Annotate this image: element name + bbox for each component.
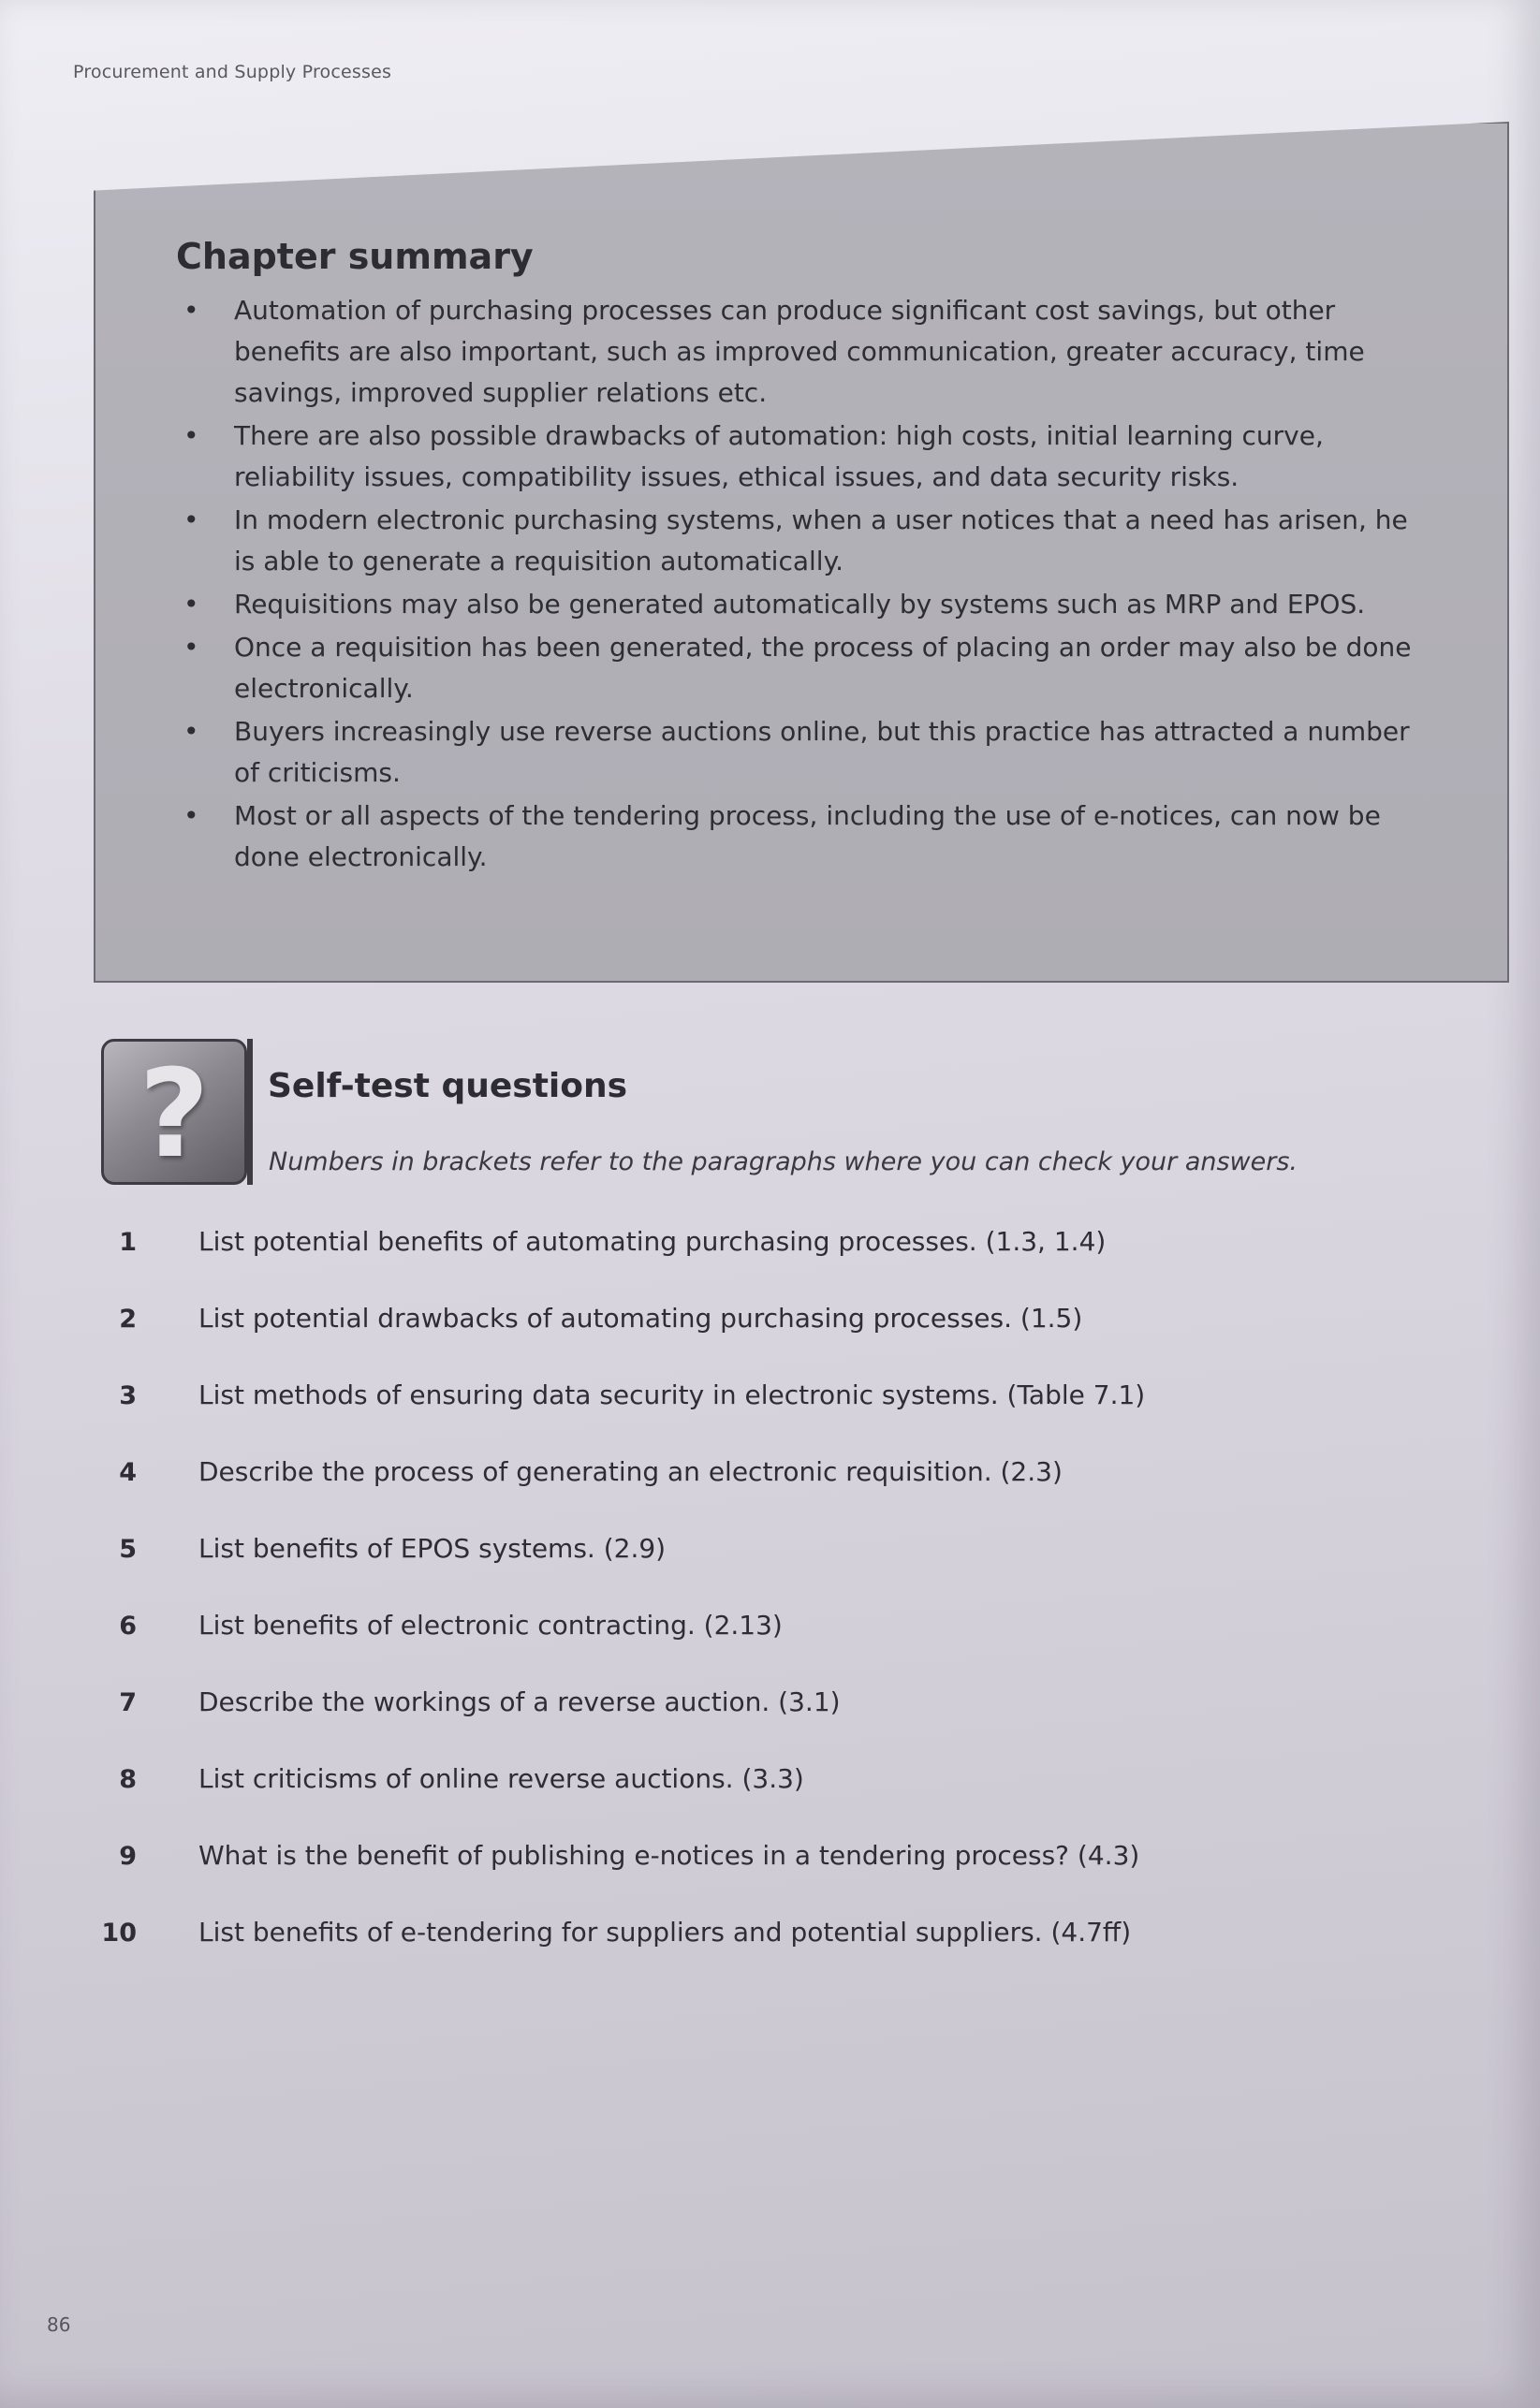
question-number: 4 xyxy=(119,1458,137,1487)
question-text: List potential benefits of automating purchasing processes. (1.3, 1.4) xyxy=(198,1226,1107,1257)
question-text: Describe the workings of a reverse auction. (3.1) xyxy=(198,1686,841,1717)
question-number: 9 xyxy=(119,1842,137,1871)
bullet-icon: • xyxy=(183,632,199,663)
question-row xyxy=(94,1832,1423,1909)
question-text: What is the benefit of publishing e-notices in a tendering process? (4.3) xyxy=(198,1840,1140,1871)
question-number: 5 xyxy=(119,1535,137,1564)
question-row xyxy=(94,1295,1423,1372)
chapter-summary-list xyxy=(176,290,1421,878)
bullet-icon: • xyxy=(183,800,199,831)
question-row xyxy=(94,1449,1423,1525)
question-text: List benefits of EPOS systems. (2.9) xyxy=(198,1533,667,1564)
question-row xyxy=(94,1602,1423,1679)
icon-divider xyxy=(247,1039,253,1185)
question-text: Describe the process of generating an electronic requisition. (2.3) xyxy=(198,1456,1063,1487)
summary-item-text: Requisitions may also be generated automatically by systems such as MRP and EPOS. xyxy=(234,589,1366,620)
bullet-icon: • xyxy=(183,589,199,620)
summary-item xyxy=(176,711,1421,794)
question-text: List benefits of e-tendering for suppliers and potential suppliers. (4.7ff) xyxy=(198,1917,1132,1948)
question-row xyxy=(94,1219,1423,1295)
question-row xyxy=(94,1756,1423,1832)
question-number: 8 xyxy=(119,1765,137,1794)
question-mark-icon xyxy=(101,1039,247,1185)
page-number: 86 xyxy=(47,2313,71,2336)
question-number: 6 xyxy=(119,1612,137,1641)
summary-item xyxy=(176,584,1421,625)
question-row xyxy=(94,1909,1423,1986)
question-row xyxy=(94,1679,1423,1756)
summary-item xyxy=(176,416,1421,498)
question-number: 7 xyxy=(119,1688,137,1717)
bullet-icon: • xyxy=(183,504,199,535)
bullet-icon: • xyxy=(183,295,199,326)
question-list xyxy=(94,1219,1423,1986)
question-number: 10 xyxy=(101,1919,137,1948)
summary-item-text: Buyers increasingly use reverse auctions online, but this practice has attracted a number of criticisms. xyxy=(234,716,1410,788)
question-text: List potential drawbacks of automating purchasing processes. (1.5) xyxy=(198,1303,1083,1334)
summary-item-text: Automation of purchasing processes can produce significant cost savings, but other benefits are also important, such as improved communication, greater accuracy, time savings, improved supplier relations etc. xyxy=(234,295,1365,408)
question-mark-glyph: ? xyxy=(139,1043,210,1185)
summary-item xyxy=(176,500,1421,582)
question-text: List benefits of electronic contracting. (2.13) xyxy=(198,1610,783,1641)
question-number: 1 xyxy=(119,1228,137,1257)
running-header: Procurement and Supply Processes xyxy=(73,62,392,82)
question-text: List methods of ensuring data security in electronic systems. (Table 7.1) xyxy=(198,1379,1146,1410)
summary-item xyxy=(176,290,1421,414)
chapter-summary-title: Chapter summary xyxy=(176,236,534,277)
self-test-title: Self-test questions xyxy=(268,1067,628,1105)
summary-item-text: There are also possible drawbacks of automation: high costs, initial learning curve, reliability issues, compatibility issues, ethical issues, and data security risks. xyxy=(234,420,1324,492)
summary-item xyxy=(176,627,1421,709)
question-number: 3 xyxy=(119,1381,137,1410)
summary-item-text: Most or all aspects of the tendering process, including the use of e-notices, can now be done electronically. xyxy=(234,800,1381,872)
summary-item-text: In modern electronic purchasing systems, when a user notices that a need has arisen, he is able to generate a requisition automatically. xyxy=(234,504,1408,576)
bullet-icon: • xyxy=(183,420,199,451)
question-number: 2 xyxy=(119,1305,137,1334)
question-row xyxy=(94,1372,1423,1449)
summary-item xyxy=(176,795,1421,878)
bullet-icon: • xyxy=(183,716,199,747)
summary-item-text: Once a requisition has been generated, the process of placing an order may also be done electronically. xyxy=(234,632,1412,704)
self-test-subtitle: Numbers in brackets refer to the paragraphs where you can check your answers. xyxy=(269,1147,1298,1176)
question-text: List criticisms of online reverse auctions. (3.3) xyxy=(198,1763,804,1794)
chapter-summary-content xyxy=(176,236,1421,880)
question-row xyxy=(94,1525,1423,1602)
